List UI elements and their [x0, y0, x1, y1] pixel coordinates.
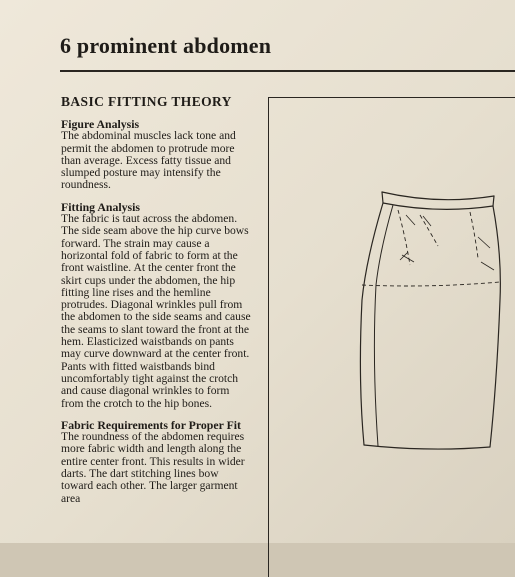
- fitting-analysis-heading: Fitting Analysis: [61, 199, 140, 214]
- fabric-requirements-heading: Fabric Requirements for Proper Fit: [61, 417, 241, 432]
- figure-analysis-text: The abdominal muscles lack tone and permit the abdomen to protrude more than average. Excess fatty tissue and slumped posture may intensify the roundness.: [61, 129, 236, 192]
- fabric-requirements-text: The roundness of the abdomen requires more fabric width and length along the entire center front. This results in wider darts. The dart stitching lines bow toward each other. The larger garment area: [61, 430, 245, 505]
- fitting-analysis-text: The fabric is taut across the abdomen. The side seam above the hip curve bows forward. The strain may cause a horizontal fold of fabric to form at the front waistline. At the center front the skirt cups under the abdomen, the hip fitting line rises and the hemline protrudes. Diagonal wrinkles pull from the abdomen to the side seams and cause the seams to slant toward the front at the hem. Elasticized waistbands on pants may curve downward at the center front. Pants with fitted waistbands bind uncomfortably tight against the crotch and cause diagonal wrinkles to form from the crotch to the hip bones.: [61, 212, 251, 410]
- figure-analysis-heading: Figure Analysis: [61, 117, 140, 131]
- page-title: 6 prominent abdomen: [60, 33, 272, 58]
- section-heading: BASIC FITTING THEORY: [61, 94, 232, 109]
